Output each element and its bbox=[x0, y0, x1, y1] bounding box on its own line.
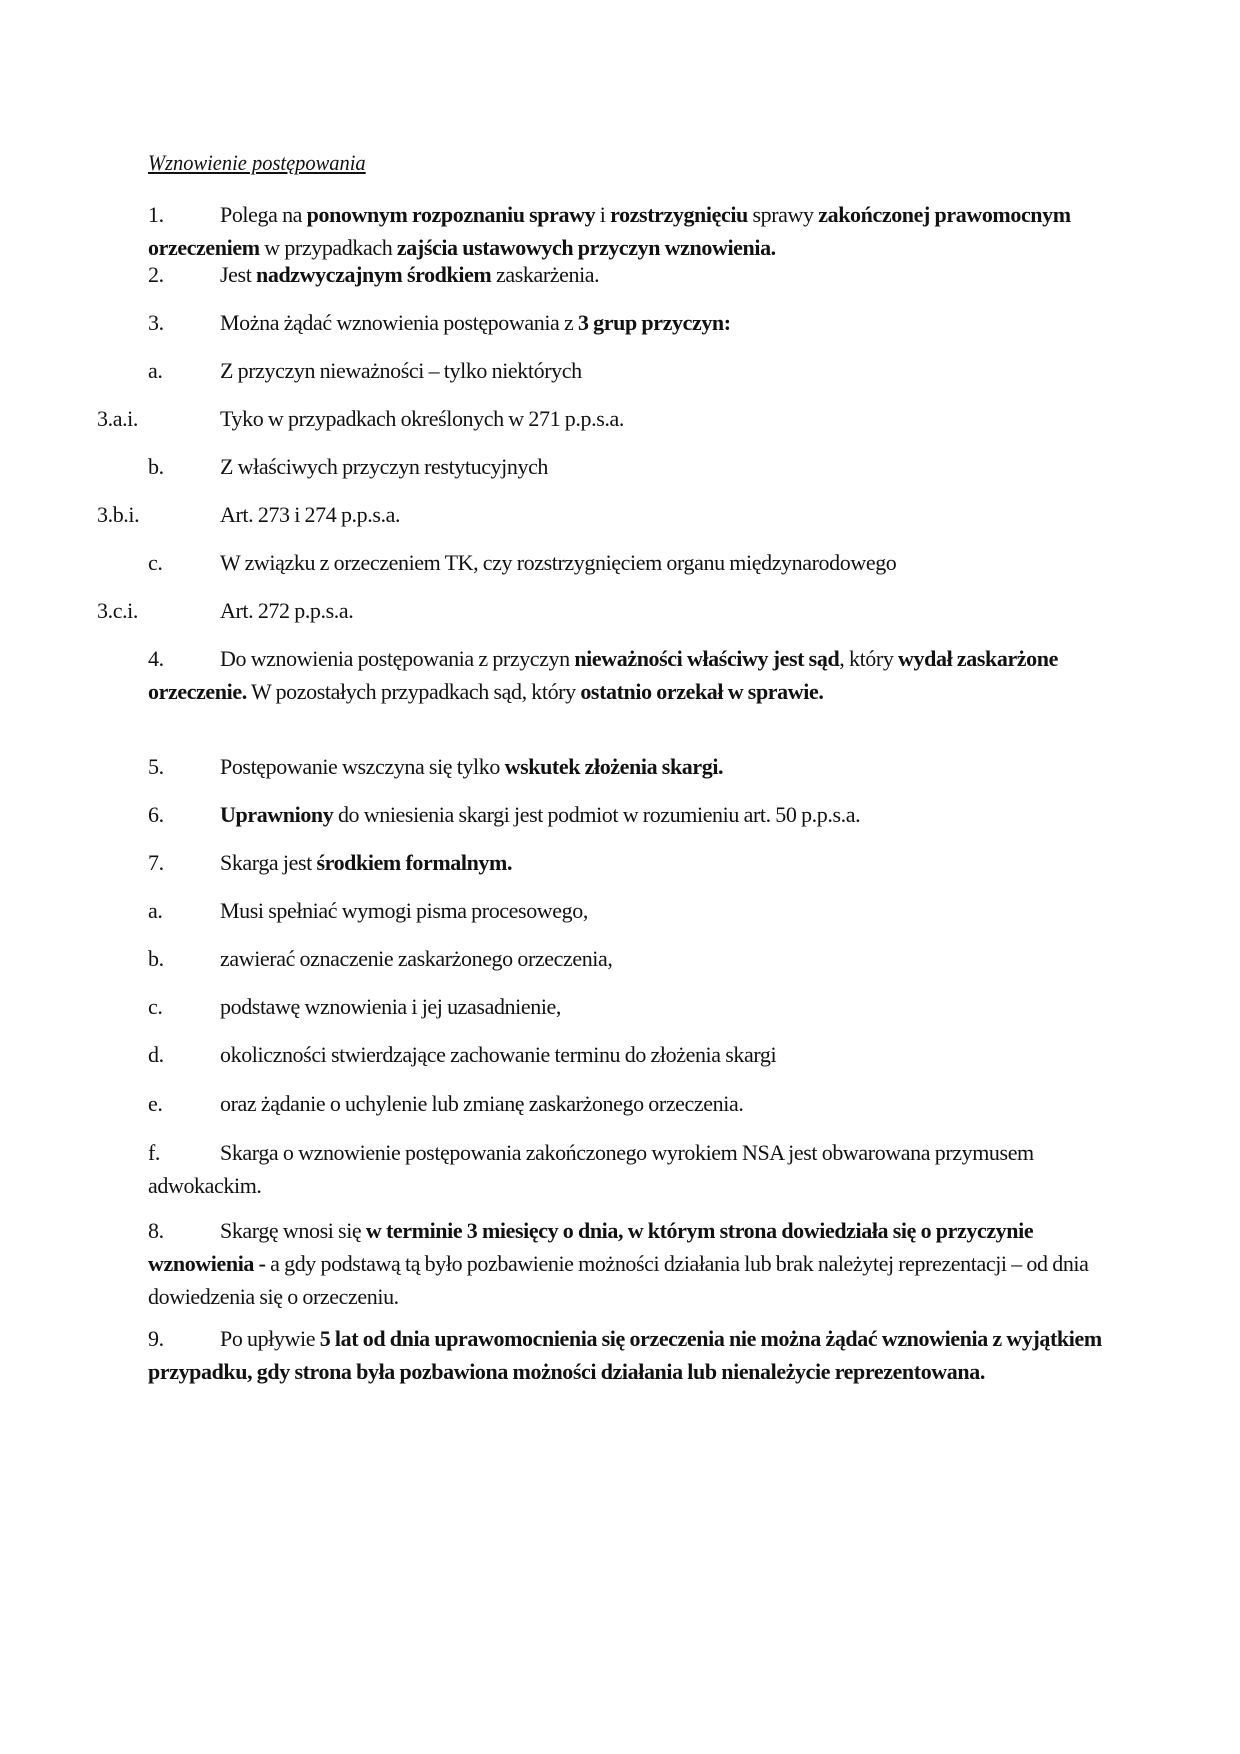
list-item bbox=[148, 1087, 1108, 1120]
list-item-label: e. bbox=[148, 1091, 163, 1116]
emphasis-text: ponownym rozpoznaniu sprawy bbox=[306, 202, 596, 227]
list-item bbox=[148, 942, 1108, 975]
list-item bbox=[148, 354, 1108, 387]
list-item bbox=[148, 450, 1108, 483]
emphasis-text: ostatnio orzekał w sprawie. bbox=[580, 679, 824, 704]
list-item-label: 6. bbox=[148, 802, 164, 827]
list-item bbox=[148, 846, 1108, 879]
body-text: Art. 272 p.p.s.a. bbox=[220, 598, 354, 623]
body-text: W związku z orzeczeniem TK, czy rozstrzygnięciem organu międzynarodowego bbox=[220, 550, 897, 575]
body-text: Do wznowienia postępowania z przyczyn bbox=[220, 646, 575, 671]
body-text: a gdy podstawą tą było pozbawienie możności działania lub brak należytej reprezentacji – od dnia dowiedzenia się o orzeczeniu. bbox=[148, 1251, 1089, 1309]
emphasis-text: nadzwyczajnym środkiem bbox=[256, 262, 492, 287]
list-item bbox=[148, 306, 1108, 339]
emphasis-text: środkiem formalnym. bbox=[316, 850, 513, 875]
list-item-label: 5. bbox=[148, 754, 164, 779]
emphasis-text: rozstrzygnięciu bbox=[610, 202, 748, 227]
emphasis-text: 5 lat od dnia uprawomocnienia się orzeczenia nie można żądać wznowienia z wyjątkiem przypadku, gdy strona była pozbawiona możności działania lub nienależycie reprezentowana. bbox=[148, 1326, 1102, 1384]
list-item-label: 2. bbox=[148, 262, 164, 287]
body-text: do wniesienia skargi jest podmiot w rozumieniu art. 50 p.p.s.a. bbox=[333, 802, 861, 827]
list-item-label: 4. bbox=[148, 646, 164, 671]
body-text: sprawy bbox=[747, 202, 819, 227]
emphasis-text: wydał zaskarżone orzeczenie. bbox=[148, 646, 1058, 704]
list-item bbox=[148, 1322, 1108, 1388]
body-text: Polega na bbox=[220, 202, 307, 227]
body-text: w przypadkach bbox=[259, 235, 397, 260]
body-text: zaskarżenia. bbox=[491, 262, 600, 287]
list-item-label: 1. bbox=[148, 202, 164, 227]
list-item bbox=[148, 990, 1108, 1023]
list-item-label: 7. bbox=[148, 850, 164, 875]
list-item-label: 3.b.i. bbox=[97, 502, 140, 527]
emphasis-text: 3 grup przyczyn: bbox=[577, 310, 731, 335]
emphasis-text: Uprawniony bbox=[220, 802, 334, 827]
body-text: Skarga o wznowienie postępowania zakończonego wyrokiem NSA jest obwarowana przymusem adwokackim. bbox=[148, 1140, 1034, 1198]
body-text: oraz żądanie o uchylenie lub zmianę zaskarżonego orzeczenia. bbox=[220, 1091, 744, 1116]
list-item-label: a. bbox=[148, 358, 163, 383]
body-text: Po upływie bbox=[220, 1326, 320, 1351]
document-title: Wznowienie postępowania bbox=[148, 150, 366, 175]
list-item-label: b. bbox=[148, 946, 164, 971]
emphasis-text: wskutek złożenia skargi. bbox=[504, 754, 724, 779]
list-item bbox=[148, 642, 1108, 708]
list-item-label: c. bbox=[148, 550, 163, 575]
body-text: okoliczności stwierdzające zachowanie terminu do złożenia skargi bbox=[220, 1042, 777, 1067]
list-item bbox=[97, 498, 1057, 531]
body-text: Z właściwych przyczyn restytucyjnych bbox=[220, 454, 549, 479]
body-text: Jest bbox=[220, 262, 257, 287]
body-text: zawierać oznaczenie zaskarżonego orzeczenia, bbox=[220, 946, 613, 971]
list-item bbox=[148, 750, 1108, 783]
emphasis-text: w terminie 3 miesięcy o dnia, w którym strona dowiedziała się o przyczynie wznowienia - bbox=[148, 1218, 1034, 1276]
list-item-label: 8. bbox=[148, 1218, 164, 1243]
list-item bbox=[148, 894, 1108, 927]
list-item bbox=[148, 258, 1108, 291]
list-item-label: a. bbox=[148, 898, 163, 923]
body-text: i bbox=[595, 202, 611, 227]
list-item bbox=[148, 1038, 1108, 1071]
body-text: Skarga jest bbox=[220, 850, 317, 875]
body-text: Można żądać wznowienia postępowania z bbox=[220, 310, 578, 335]
body-text: Z przyczyn nieważności – tylko niektórych bbox=[220, 358, 582, 383]
list-item-label: c. bbox=[148, 994, 163, 1019]
body-text: W pozostałych przypadkach sąd, który bbox=[246, 679, 581, 704]
list-item bbox=[148, 1136, 1108, 1202]
body-text: Postępowanie wszczyna się tylko bbox=[220, 754, 505, 779]
list-item-label: f. bbox=[148, 1140, 161, 1165]
list-item bbox=[97, 594, 1057, 627]
list-item-label: 3.c.i. bbox=[97, 598, 138, 623]
emphasis-text: zajścia ustawowych przyczyn wznowienia. bbox=[396, 235, 776, 260]
list-item bbox=[148, 798, 1108, 831]
list-item-label: 3.a.i. bbox=[97, 406, 138, 431]
emphasis-text: nieważności właściwy jest sąd bbox=[574, 646, 840, 671]
list-item bbox=[97, 402, 1057, 435]
list-item-label: d. bbox=[148, 1042, 164, 1067]
emphasis-text: zakończonej prawomocnym orzeczeniem bbox=[148, 202, 1071, 260]
body-text: podstawę wznowienia i jej uzasadnienie, bbox=[220, 994, 561, 1019]
list-item-label: 9. bbox=[148, 1326, 164, 1351]
body-text: Tyko w przypadkach określonych w 271 p.p.s.a. bbox=[220, 406, 624, 431]
list-item bbox=[148, 1214, 1108, 1313]
body-text: Skargę wnosi się bbox=[220, 1218, 366, 1243]
body-text: , który bbox=[839, 646, 899, 671]
body-text: Art. 273 i 274 p.p.s.a. bbox=[220, 502, 401, 527]
list-item-label: 3. bbox=[148, 310, 164, 335]
body-text: Musi spełniać wymogi pisma procesowego, bbox=[220, 898, 588, 923]
list-item bbox=[148, 198, 1108, 264]
list-item-label: b. bbox=[148, 454, 164, 479]
list-item bbox=[148, 546, 1108, 579]
